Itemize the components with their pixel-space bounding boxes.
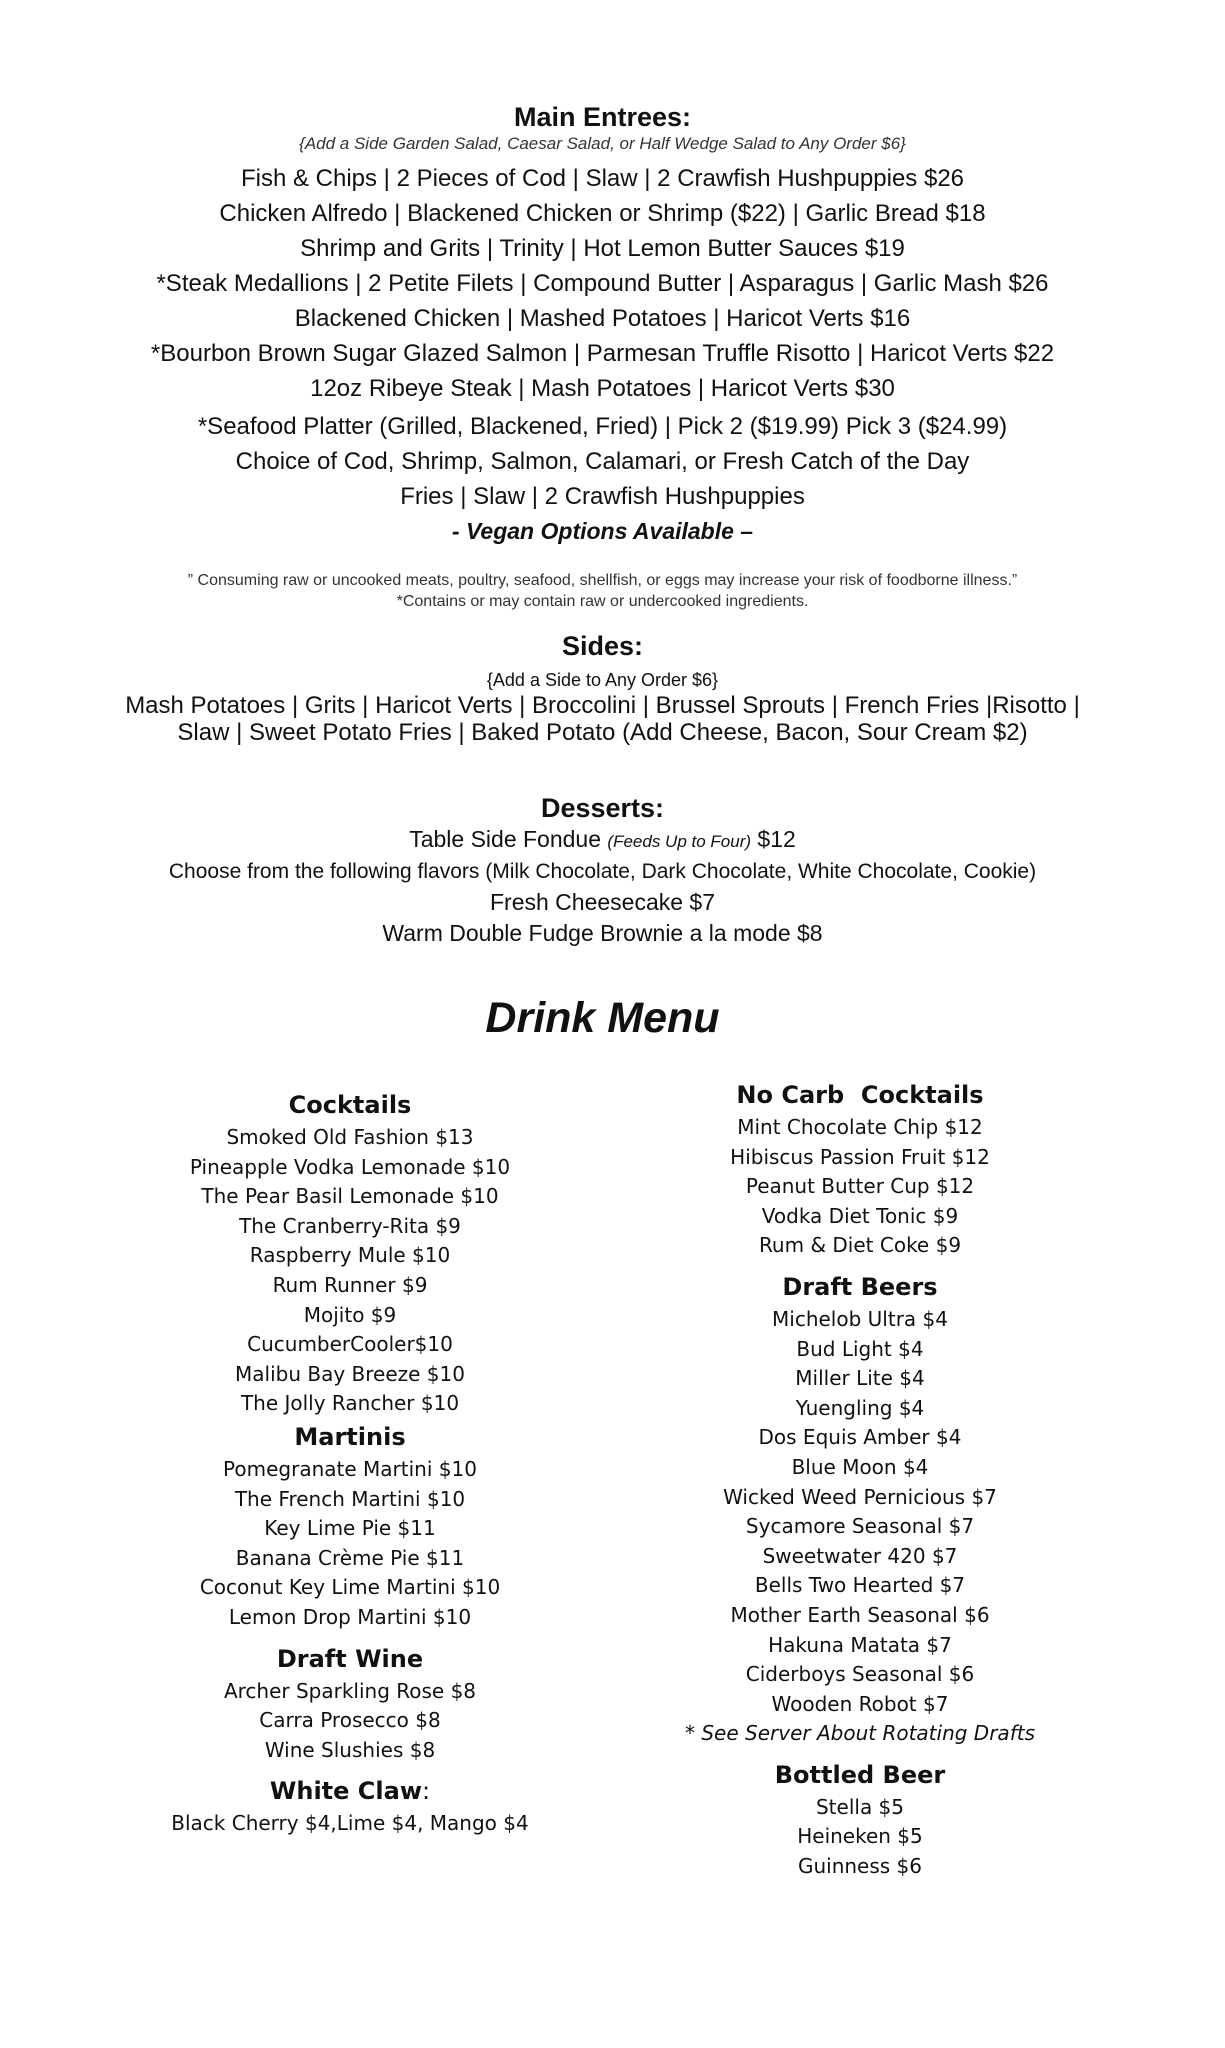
martini-item: The French Martini $10	[234, 1486, 466, 1511]
bottled-beer-heading: Bottled Beer	[774, 1760, 946, 1789]
dessert-item: Warm Double Fudge Brownie a la mode $8	[382, 920, 823, 946]
draft-beer-item: Wicked Weed Pernicious $7	[723, 1484, 997, 1509]
fondue-name: Table Side Fondue	[409, 826, 602, 852]
cocktail-item: The Pear Basil Lemonade $10	[201, 1184, 499, 1209]
draft-beer-item: Bells Two Hearted $7	[754, 1573, 966, 1598]
entree-item: Fish & Chips | 2 Pieces of Cod | Slaw | 2 Crawfish Hushpuppies $26	[240, 165, 965, 192]
draft-wine-heading: Draft Wine	[276, 1644, 424, 1673]
draft-beer-item: Hakuna Matata $7	[768, 1632, 952, 1657]
desserts-title: Desserts:	[540, 793, 665, 823]
no-carb-item: Peanut Butter Cup $12	[745, 1174, 975, 1199]
vegan-options-note: - Vegan Options Available –	[451, 518, 754, 544]
no-carb-cocktails-heading: No Carb Cocktails	[736, 1081, 984, 1109]
fondue-flavors: Choose from the following flavors (Milk Chocolate, Dark Chocolate, White Chocolate, Cookie)	[168, 860, 1037, 883]
draft-wine-item: Archer Sparkling Rose $8	[223, 1678, 477, 1703]
martini-item: Lemon Drop Martini $10	[228, 1604, 472, 1629]
entree-item: Choice of Cod, Shrimp, Salmon, Calamari, or Fresh Catch of the Day	[235, 448, 970, 475]
fondue-price: $12	[757, 826, 796, 852]
main-entrees-title: Main Entrees:	[513, 102, 692, 132]
no-carb-item: Mint Chocolate Chip $12	[737, 1115, 983, 1139]
draft-beer-item: Sweetwater 420 $7	[762, 1543, 958, 1568]
drinks-left-column	[160, 1087, 540, 1839]
drinks-right-column	[660, 1077, 1060, 1882]
martini-item: Pomegranate Martini $10	[223, 1456, 477, 1481]
cocktails-heading: Cocktails	[288, 1091, 412, 1119]
bottled-beer-item: Stella $5	[815, 1794, 905, 1819]
sides-list-line: Mash Potatoes | Grits | Haricot Verts | Broccolini | Brussel Sprouts | French Fries |Risotto |	[125, 692, 1080, 719]
dessert-item: Fresh Cheesecake $7	[489, 889, 715, 915]
draft-beer-item: Blue Moon $4	[791, 1454, 929, 1479]
draft-beer-item: Michelob Ultra $4	[772, 1306, 948, 1331]
draft-beer-item: Yuengling $4	[795, 1395, 925, 1420]
dessert-item-fondue	[0, 824, 1205, 857]
entree-item: *Seafood Platter (Grilled, Blackened, Fried) | Pick 2 ($19.99) Pick 3 ($24.99)	[197, 413, 1008, 440]
cocktail-item: Mojito $9	[303, 1302, 397, 1327]
sides-title: Sides:	[561, 631, 644, 661]
draft-wine-item: Wine Slushies $8	[264, 1737, 436, 1762]
cocktail-item: Malibu Bay Breeze $10	[235, 1361, 465, 1386]
drink-menu-title: Drink Menu	[485, 994, 720, 1042]
white-claw-items: Black Cherry $4,Lime $4, Mango $4	[171, 1811, 529, 1836]
no-carb-item: Vodka Diet Tonic $9	[761, 1203, 959, 1228]
main-entrees-section	[0, 101, 1205, 549]
martini-item: Coconut Key Lime Martini $10	[199, 1575, 501, 1600]
martini-item: Banana Crème Pie $11	[235, 1545, 465, 1570]
draft-beer-item: Bud Light $4	[796, 1336, 924, 1361]
sides-list-line: Slaw | Sweet Potato Fries | Baked Potato (Add Cheese, Bacon, Sour Cream $2)	[177, 719, 1028, 746]
sides-note: {Add a Side to Any Order $6}	[486, 670, 719, 690]
entree-item: *Bourbon Brown Sugar Glazed Salmon | Parmesan Truffle Risotto | Haricot Verts $22	[150, 340, 1055, 367]
entree-item: *Steak Medallions | 2 Petite Filets | Compound Butter | Asparagus | Garlic Mash $26	[156, 270, 1049, 297]
draft-beer-item: Sycamore Seasonal $7	[745, 1514, 975, 1539]
draft-wine-item: Carra Prosecco $8	[259, 1708, 441, 1733]
fondue-note: (Feeds Up to Four)	[607, 832, 752, 851]
cocktail-item: CucumberCooler$10	[247, 1332, 453, 1357]
sides-section	[0, 630, 1205, 746]
entree-item: Chicken Alfredo | Blackened Chicken or Shrimp ($22) | Garlic Bread $18	[219, 200, 986, 227]
cocktail-item: The Jolly Rancher $10	[240, 1391, 460, 1416]
desserts-section	[0, 792, 1205, 949]
draft-beer-item: Miller Lite $4	[795, 1366, 925, 1391]
disclaimer-line: ” Consuming raw or uncooked meats, poultry, seafood, shellfish, or eggs may increase your risk of foodborne illness.”	[187, 572, 1018, 589]
food-safety-disclaimer	[0, 570, 1205, 612]
bottled-beer-item: Heineken $5	[797, 1824, 923, 1849]
cocktail-item: Rum Runner $9	[272, 1272, 428, 1297]
bottled-beer-item: Guinness $6	[797, 1854, 923, 1879]
entree-item: 12oz Ribeye Steak | Mash Potatoes | Haricot Verts $30	[310, 375, 895, 402]
martinis-heading: Martinis	[294, 1422, 406, 1451]
main-entrees-note: {Add a Side Garden Salad, Caesar Salad, or Half Wedge Salad to Any Order $6}	[299, 134, 906, 153]
cocktail-item: Raspberry Mule $10	[249, 1243, 451, 1268]
cocktail-item: Pineapple Vodka Lemonade $10	[189, 1154, 511, 1179]
white-claw-heading	[160, 1773, 540, 1809]
draft-beer-item: Ciderboys Seasonal $6	[745, 1662, 975, 1687]
entree-item: Blackened Chicken | Mashed Potatoes | Haricot Verts $16	[294, 305, 911, 332]
entree-item: Shrimp and Grits | Trinity | Hot Lemon Butter Sauces $19	[300, 235, 905, 262]
cocktail-item: The Cranberry-Rita $9	[239, 1213, 461, 1238]
draft-beers-heading: Draft Beers	[782, 1272, 938, 1301]
draft-beer-item: Dos Equis Amber $4	[758, 1425, 962, 1450]
no-carb-item: Hibiscus Passion Fruit $12	[730, 1144, 990, 1169]
white-claw-title: White Claw	[269, 1777, 422, 1806]
cocktail-item: Smoked Old Fashion $13	[226, 1125, 474, 1149]
draft-beer-item: Mother Earth Seasonal $6	[730, 1602, 990, 1627]
no-carb-item: Rum & Diet Coke $9	[758, 1233, 962, 1258]
entree-item: Fries | Slaw | 2 Crawfish Hushpuppies	[400, 483, 805, 510]
disclaimer-line: *Contains or may contain raw or undercooked ingredients.	[396, 593, 809, 610]
rotating-drafts-note: * See Server About Rotating Drafts	[685, 1721, 1035, 1746]
draft-beer-item: Wooden Robot $7	[771, 1691, 949, 1716]
martini-item: Key Lime Pie $11	[264, 1516, 436, 1541]
white-claw-colon: :	[422, 1777, 431, 1806]
